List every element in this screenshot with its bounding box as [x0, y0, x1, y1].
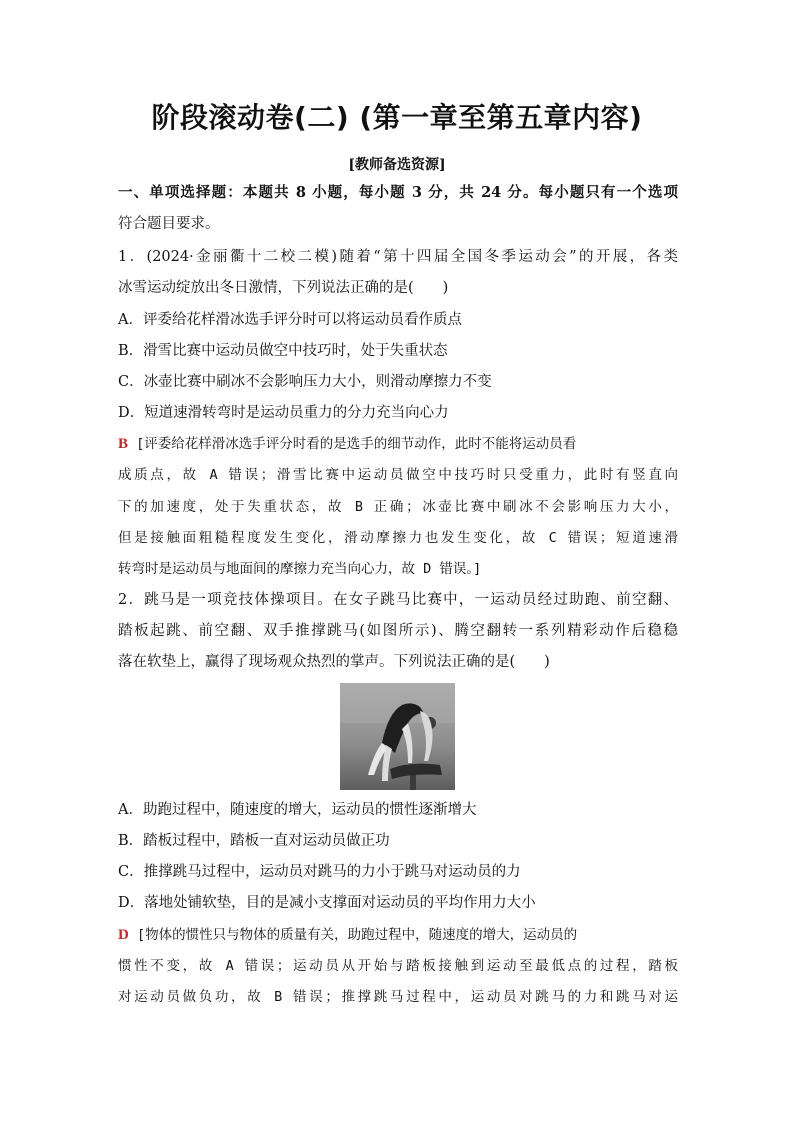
q2-option-c: C．推撑跳马过程中，运动员对跳马的力小于跳马对运动员的力 — [118, 864, 521, 880]
resource-note: [教师备选资源] — [348, 157, 446, 173]
q2-analysis-line: 对运动员做负功，故 B 错误；推撑跳马过程中，运动员对跳马的力和跳马对运 — [118, 989, 678, 1005]
q1-analysis-line: 转弯时是运动员与地面间的摩擦力充当向心力，故 D 错误。] — [118, 561, 482, 577]
q1-option-d: D．短道速滑转弯时是运动员重力的分力充当向心力 — [118, 405, 449, 421]
q1-analysis-line: 下的加速度，处于失重状态，故 B 正确；冰壶比赛中刷冰不会影响压力大小， — [118, 499, 678, 515]
gymnast-illustration — [340, 683, 455, 790]
q1-stem-cont: 冰雪运动绽放出冬日激情，下列说法正确的是( ) — [118, 280, 449, 296]
q1-analysis-line — [118, 434, 678, 454]
q2-stem: 2．跳马是一项竞技体操项目。在女子跳马比赛中，一运动员经过助跑、前空翻、 — [118, 592, 678, 608]
page-title: 阶段滚动卷(二) (第一章至第五章内容) — [151, 101, 643, 134]
q1-answer-letter: B — [118, 436, 129, 452]
vault-gymnast-photo — [340, 683, 455, 790]
q1-analysis-text: [评委给花样滑冰选手评分时看的是选手的细节动作，此时不能将运动员看 — [136, 436, 577, 452]
q2-stem-cont: 踏板起跳、前空翻、双手推撑跳马(如图所示)、腾空翻转一系列精彩动作后稳稳 — [118, 623, 678, 639]
q1-analysis-line: 成质点，故 A 错误；滑雪比赛中运动员做空中技巧时只受重力，此时有竖直向 — [118, 467, 678, 483]
q1-option-a: A．评委给花样滑冰选手评分时可以将运动员看作质点 — [118, 312, 462, 328]
q2-answer-letter: D — [118, 927, 129, 943]
q2-option-b: B．踏板过程中，踏板一直对运动员做正功 — [118, 833, 390, 849]
section-header-cont: 符合题目要求。 — [118, 216, 220, 232]
q1-stem: 1．(2024·金丽衢十二校二模)随着“第十四届全国冬季运动会”的开展，各类 — [118, 249, 678, 265]
q2-option-d: D．落地处铺软垫，目的是减小支撑面对运动员的平均作用力大小 — [118, 895, 536, 911]
q2-analysis-line — [118, 925, 678, 945]
q2-analysis-line: 惯性不变，故 A 错误；运动员从开始与踏板接触到运动至最低点的过程，踏板 — [118, 958, 678, 974]
q1-option-c: C．冰壶比赛中刷冰不会影响压力大小，则滑动摩擦力不变 — [118, 374, 492, 390]
section-header: 一、单项选择题：本题共 8 小题，每小题 3 分，共 24 分。每小题只有一个选项 — [118, 184, 678, 201]
q2-analysis-text: [物体的惯性只与物体的质量有关，助跑过程中，随速度的增大，运动员的 — [136, 927, 578, 943]
q2-option-a: A．助跑过程中，随速度的增大，运动员的惯性逐渐增大 — [118, 802, 477, 818]
q1-analysis-line: 但是接触面粗糙程度发生变化，滑动摩擦力也发生变化，故 C 错误；短道速滑 — [118, 530, 678, 546]
q2-stem-cont: 落在软垫上，赢得了现场观众热烈的掌声。下列说法正确的是( ) — [118, 654, 550, 670]
q1-option-b: B．滑雪比赛中运动员做空中技巧时，处于失重状态 — [118, 343, 448, 359]
